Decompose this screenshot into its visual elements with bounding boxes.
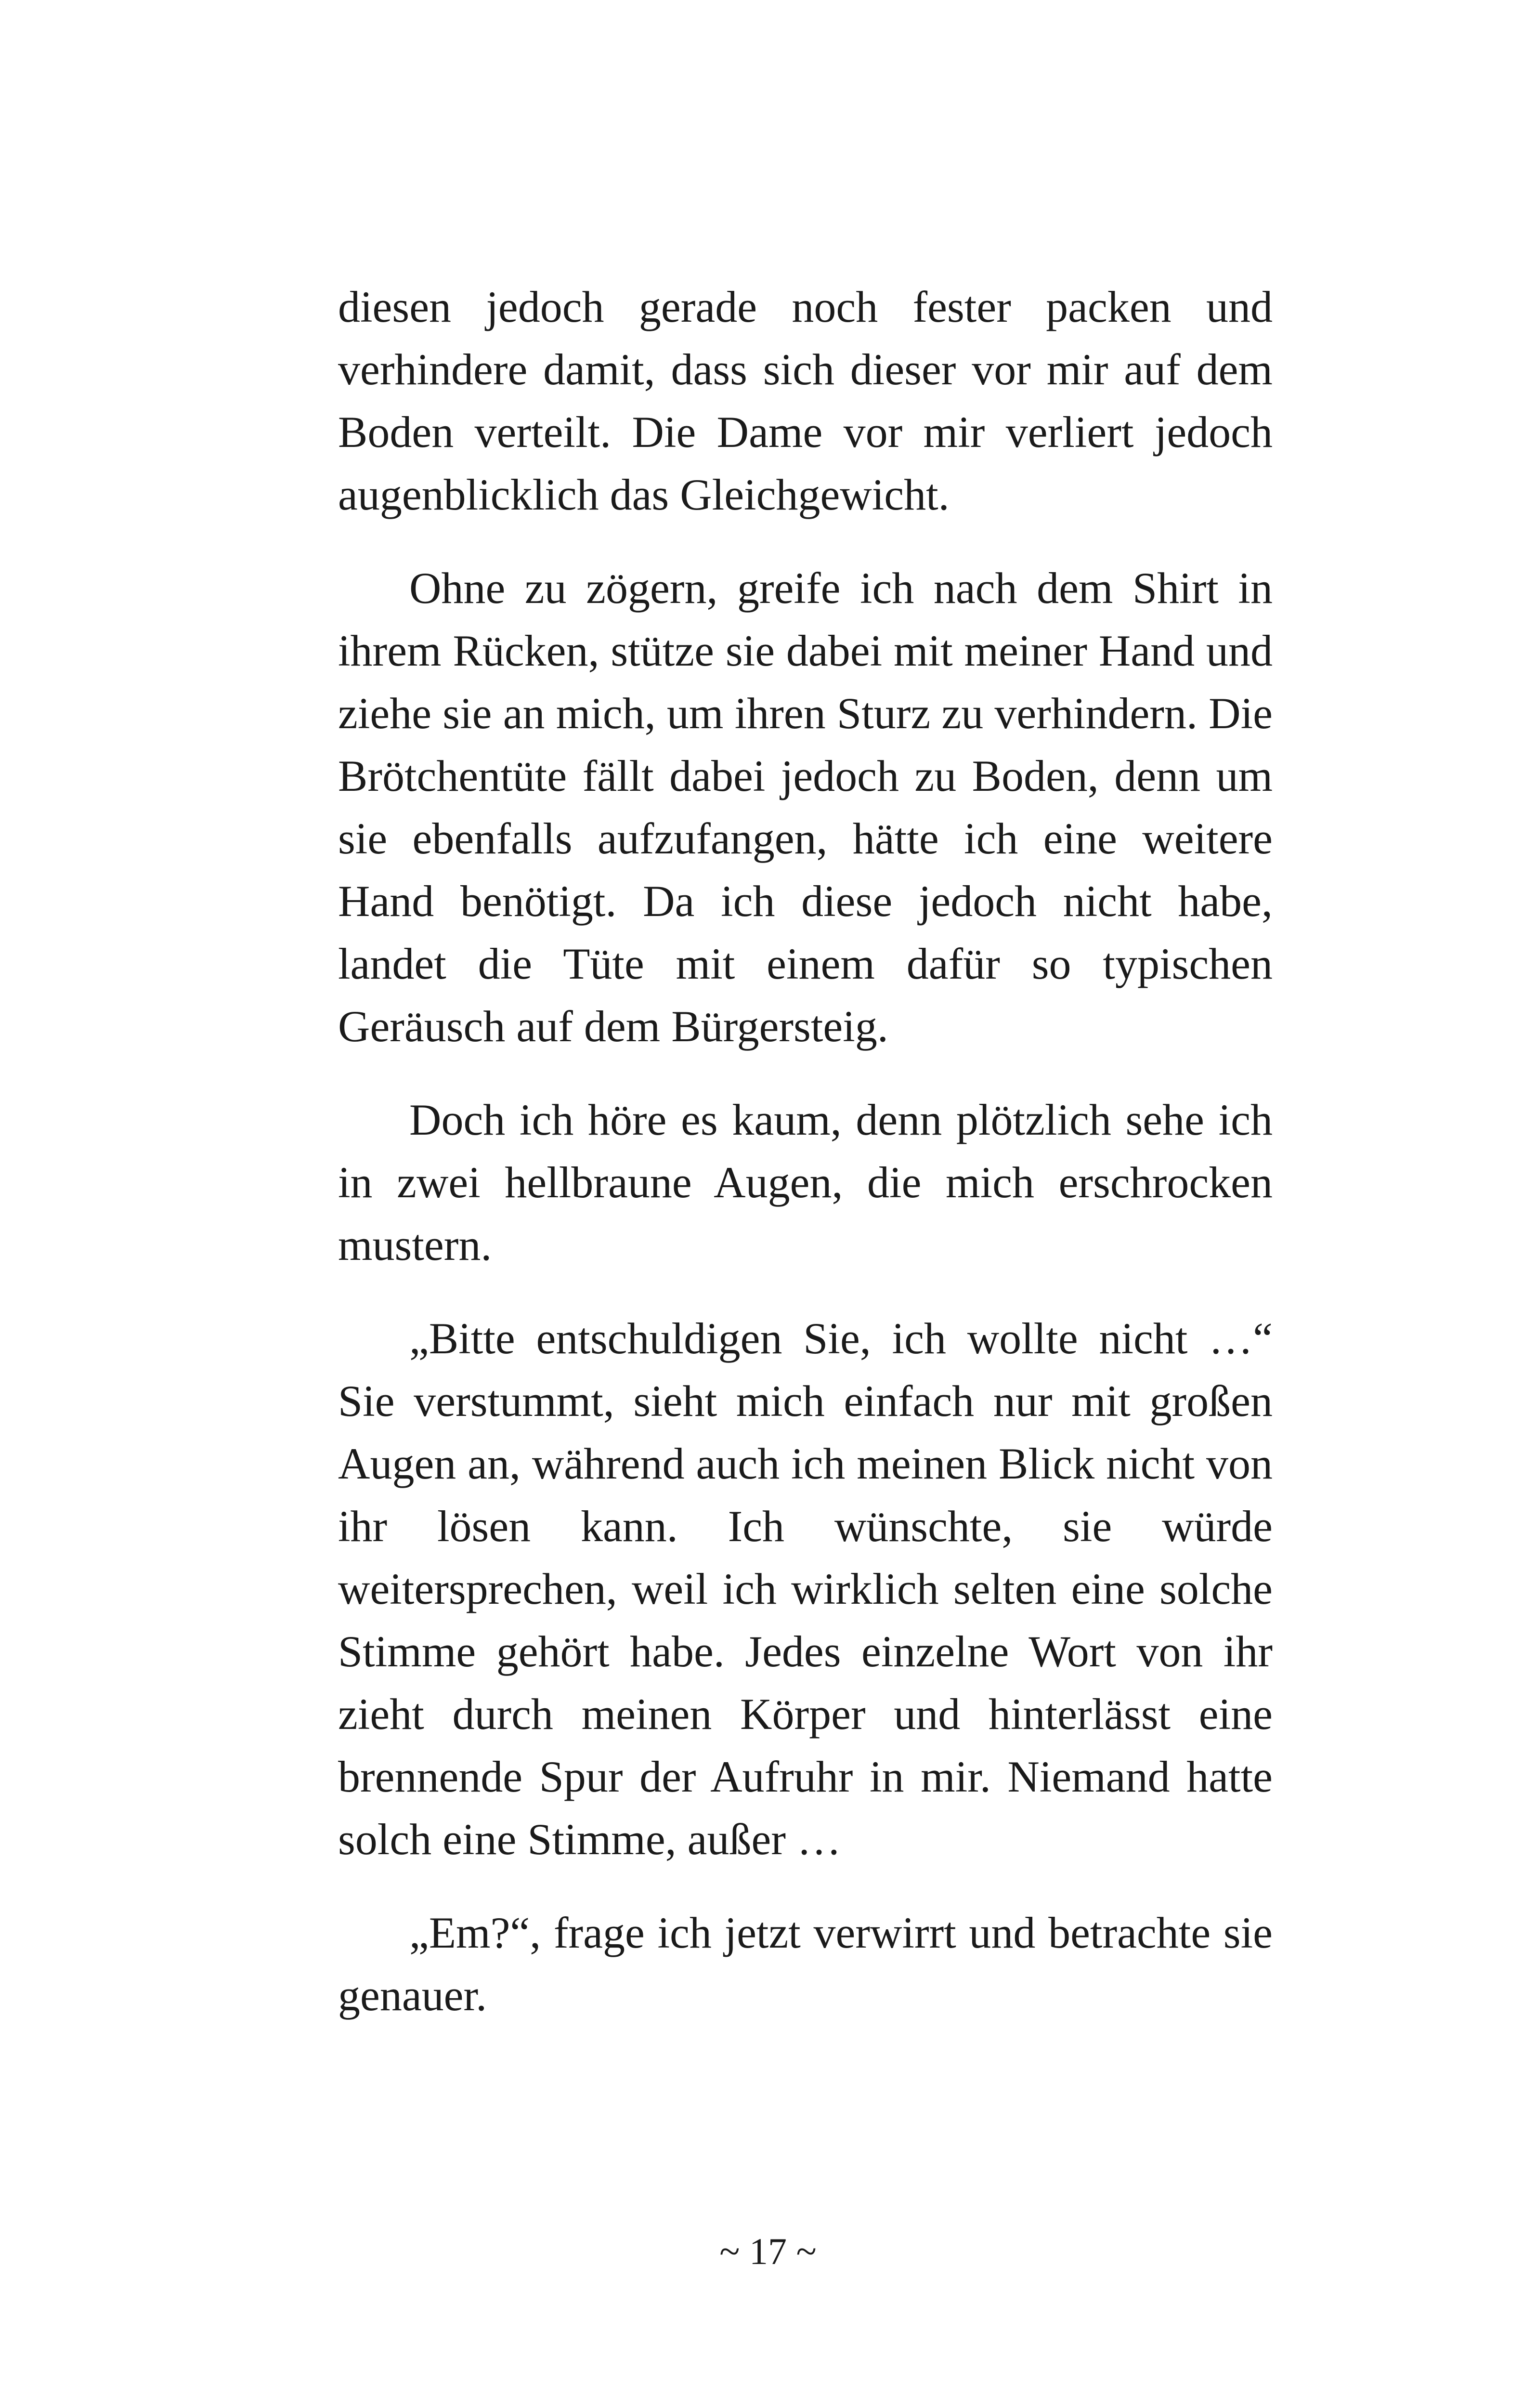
paragraph: Ohne zu zögern, greife ich nach dem Shirt in ihrem Rücken, stütze sie dabei mit meiner Hand und ziehe sie an mich, um ihren Sturz zu verhindern. Die Brötchentüte fällt dabei jedoch zu Boden, denn um sie ebenfalls aufzufangen, hätte ich eine weitere Hand benötigt. Da ich diese jedoch nicht habe, landet die Tüte mit einem dafür so typischen Geräusch auf dem Bürgersteig. [338,563,1273,1051]
paragraph: Doch ich höre es kaum, denn plötzlich sehe ich in zwei hellbraune Augen, die mich erschrocken mustern. [338,1095,1273,1269]
paragraph: diesen jedoch gerade noch fester packen und verhindere damit, dass sich dieser vor mir auf dem Boden verteilt. Die Dame vor mir verliert jedoch augenblicklich das Gleichgewicht. [338,282,1273,519]
paragraph: „Bitte entschuldigen Sie, ich wollte nicht …“ Sie verstummt, sieht mich einfach nur mit großen Augen an, während auch ich meinen Blick nicht von ihr lösen kann. Ich wünschte, sie würde weitersprechen, weil ich wirklich selten eine solche Stimme gehört habe. Jedes einzelne Wort von ihr zieht durch meinen Körper und hinterlässt eine brennende Spur der Aufruhr in mir. Niemand hatte solch eine Stimme, außer … [338,1314,1273,1864]
body-text [338,275,1273,2057]
paragraph: „Em?“, frage ich jetzt verwirrt und betrachte sie genauer. [338,1908,1273,2020]
page-number: ~ 17 ~ [719,2230,817,2272]
